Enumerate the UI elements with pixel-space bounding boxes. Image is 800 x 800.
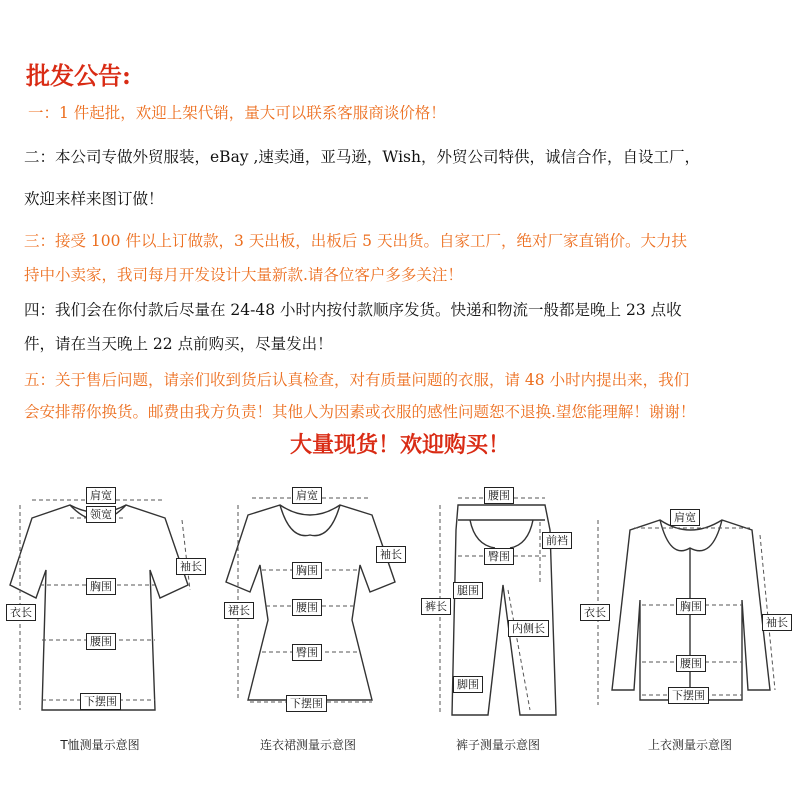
- dress-hem-label: 下摆围: [286, 695, 327, 712]
- jacket-hem-label: 下摆围: [668, 687, 709, 704]
- dress-chest-label: 胸围: [292, 562, 322, 579]
- jacket-chest-label: 胸围: [676, 598, 706, 615]
- notice-5-line-1: 五：关于售后问题，请亲们收到货后认真检查，对有质量问题的衣服，请 48 小时内提出来，我们: [24, 371, 690, 389]
- pants-length-label: 裤长: [421, 598, 451, 615]
- notice-4-line-1: 四：我们会在你付款后尽量在 24-48 小时内按付款顺序发货。快递和物流一般都是晚上 23 点收: [24, 301, 682, 319]
- dress-sleeve-label: 袖长: [376, 546, 406, 563]
- jacket-length-label: 衣长: [580, 604, 610, 621]
- tshirt-hem-label: 下摆围: [80, 693, 121, 710]
- pants-thigh-label: 腿围: [453, 582, 483, 599]
- tshirt-shoulder-label: 肩宽: [86, 487, 116, 504]
- tshirt-outline: [10, 500, 190, 710]
- notice-4-line-2: 件，请在当天晚上 22 点前购买，尽量发出！: [24, 335, 333, 353]
- tshirt-caption: T恤测量示意图: [60, 738, 140, 752]
- jacket-caption: 上衣测量示意图: [647, 738, 732, 752]
- tshirt-waist-label: 腰围: [86, 633, 116, 650]
- pants-inseam-label: 内侧长: [508, 620, 549, 637]
- jacket-shoulder-label: 肩宽: [670, 509, 700, 526]
- dress-shoulder-label: 肩宽: [292, 487, 322, 504]
- pants-hip-label: 臀围: [484, 548, 514, 565]
- stock-banner: 大量现货！欢迎购买！: [289, 432, 510, 458]
- jacket-sleeve-label: 袖长: [762, 614, 792, 631]
- notice-2-line-2: 欢迎来样来图订做！: [24, 190, 164, 208]
- tshirt-length-label: 衣长: [6, 604, 36, 621]
- notice-title: 批发公告:: [26, 61, 131, 90]
- tshirt-chest-label: 胸围: [86, 578, 116, 595]
- notice-3-line-1: 三：接受 100 件以上订做款，3 天出板，出板后 5 天出货。自家工厂，绝对厂家直销价。大力扶: [24, 232, 687, 250]
- pants-waist-label: 腰围: [484, 487, 514, 504]
- dress-waist-label: 腰围: [292, 599, 322, 616]
- pants-leg-label: 脚围: [453, 676, 483, 693]
- tshirt-neck-label: 领宽: [86, 506, 116, 523]
- notice-2-line-1: 二：本公司专做外贸服装，eBay ,速卖通，亚马逊，Wish，外贸公司特供，诚信合作，自设工厂，: [24, 148, 700, 166]
- pants-rise-label: 前裆: [542, 532, 572, 549]
- notice-5-line-2: 会安排帮你换货。邮费由我方负责！其他人为因素或衣服的感性问题恕不退换.望您能理解！谢谢！: [24, 403, 696, 421]
- notice-3-line-2: 持中小卖家，我司每月开发设计大量新款.请各位客户多多关注！: [24, 266, 463, 284]
- jacket-waist-label: 腰围: [676, 655, 706, 672]
- notice-1-line-1: 一：1 件起批，欢迎上架代销，量大可以联系客服商谈价格！: [28, 104, 446, 122]
- tshirt-sleeve-label: 袖长: [176, 558, 206, 575]
- dress-length-label: 裙长: [224, 602, 254, 619]
- pants-caption: 裤子测量示意图: [455, 738, 540, 752]
- dress-caption: 连衣裙测量示意图: [259, 738, 356, 752]
- dress-hip-label: 臀围: [292, 644, 322, 661]
